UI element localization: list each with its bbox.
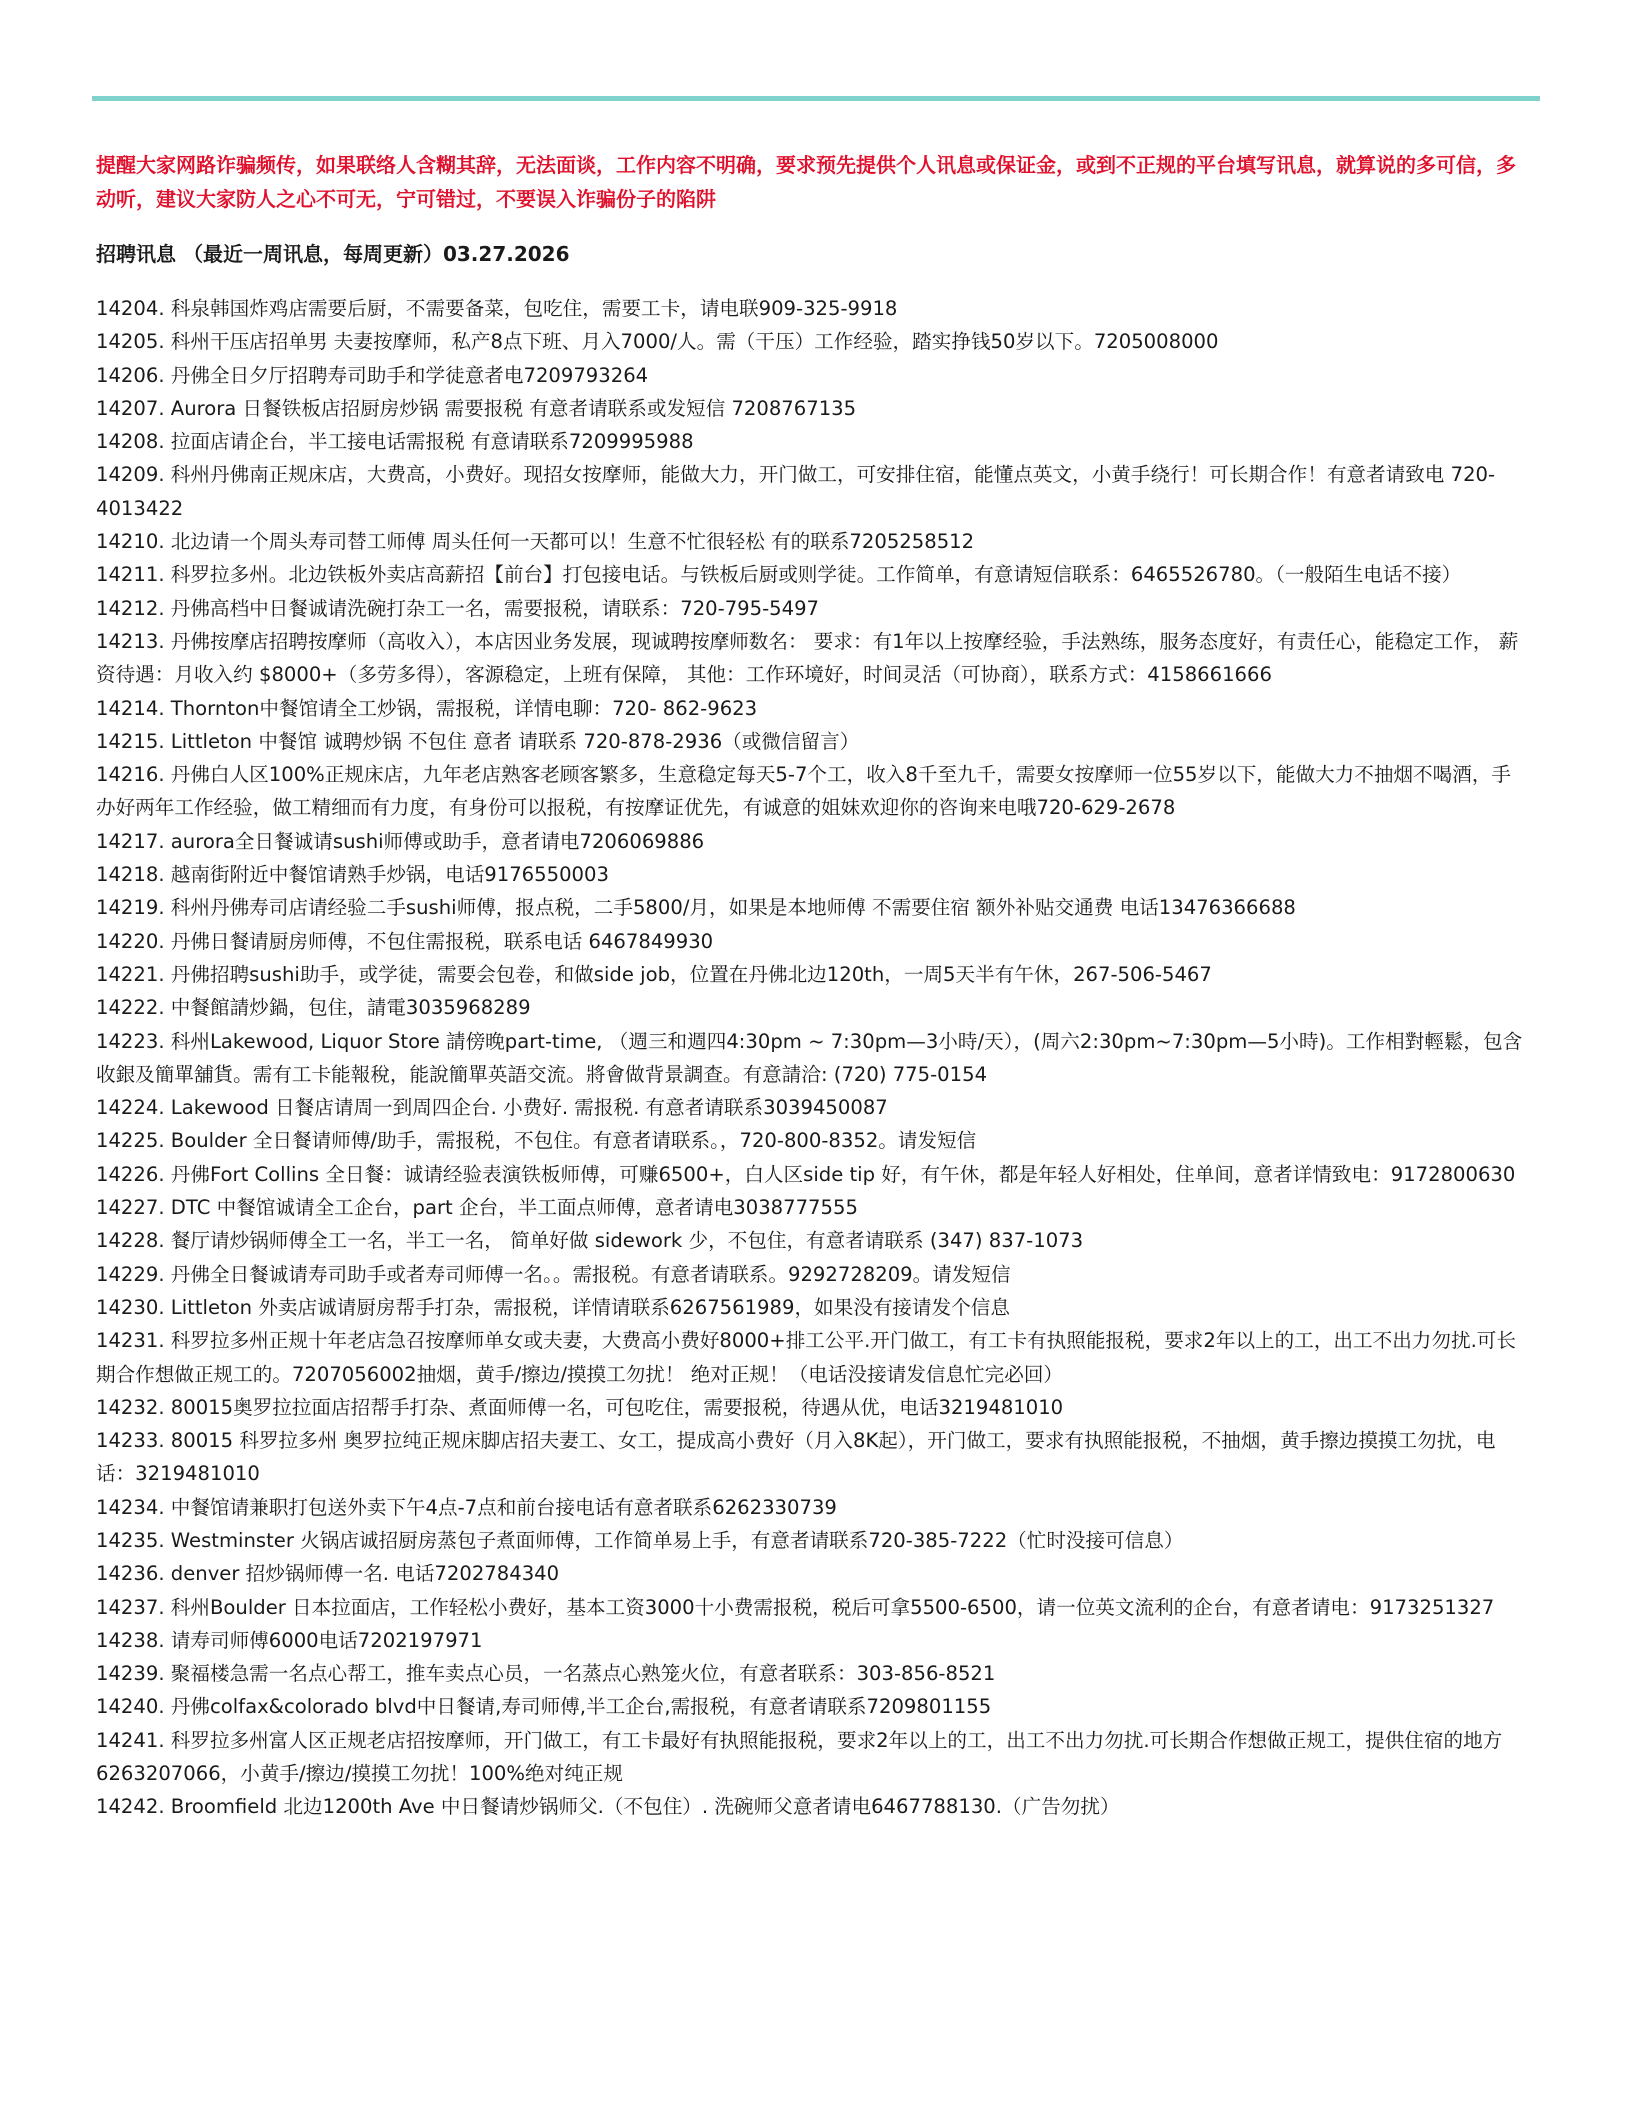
listing-item: 14219. 科州丹佛寿司店请经验二手sushi师傅，报点税，二手5800/月，如果是本地师傅 不需要住宿 额外补贴交通费 电话13476366688: [96, 896, 1296, 920]
listing-item: 14205. 科州干压店招单男 夫妻按摩师，私产8点下班、月入7000/人。需（干压）工作经验，踏实挣钱50岁以下。7205008000: [96, 330, 1219, 354]
listing-item: 14217. aurora全日餐诚请sushi师傅或助手，意者请电7206069886: [96, 829, 705, 853]
listing-item: 14237. 科州Boulder 日本拉面店，工作轻松小费好，基本工资3000十小费需报税，税后可拿5500-6500，请一位英文流利的企台，有意者请电：9173251327: [96, 1595, 1495, 1619]
heading-label: 招聘讯息 （最近一周讯息，每周更新）: [96, 242, 443, 266]
listing-item: 14230. Littleton 外卖店诚请厨房帮手打杂，需报税，详情请联系6267561989，如果没有接请发个信息: [96, 1295, 1010, 1319]
section-heading: [96, 238, 1526, 270]
listing-item: 14232. 80015奥罗拉拉面店招帮手打杂、煮面师傅一名，可包吃住，需要报税，待遇从优，电话3219481010: [96, 1395, 1064, 1419]
listing-item: 14213. 丹佛按摩店招聘按摩师（高收入），本店因业务发展，现诚聘按摩师数名： 要求：有1年以上按摩经验，手法熟练，服务态度好，有责任心，能稳定工作， 薪资待遇：月收入约 $8000+（多劳多得），客源稳定，上班有保障， 其他：工作环境好，时间灵活（可协商），联系方式：4158661666: [96, 629, 1519, 687]
listing-item: 14204. 科泉韩国炸鸡店需要后厨，不需要备菜，包吃住，需要工卡，请电联909-325-9918: [96, 297, 898, 320]
listing-item: 14229. 丹佛全日餐诚请寿司助手或者寿司师傅一名。。需报税。有意者请联系。9292728209。请发短信: [96, 1262, 1011, 1286]
listing-item: 14236. denver 招炒锅师傅一名. 电话7202784340: [96, 1562, 560, 1586]
listing-item: 14211. 科罗拉多州。北边铁板外卖店高薪招【前台】打包接电话。与铁板后厨或则学徒。工作简单，有意请短信联系：6465526780。（一般陌生电话不接）: [96, 563, 1462, 587]
listing-item: 14242. Broomfield 北边1200th Ave 中日餐请炒锅师父.（不包住）. 洗碗师父意者请电6467788130.（广告勿扰）: [96, 1795, 1120, 1819]
listing-item: 14225. Boulder 全日餐请师傅/助手，需报税，不包住。有意者请联系。，720-800-8352。请发短信: [96, 1129, 977, 1153]
listing-item: 14209. 科州丹佛南正规床店，大费高，小费好。现招女按摩师，能做大力，开门做工，可安排住宿，能懂点英文，小黄手绕行！可长期合作！有意者请致电 720-4013422: [96, 463, 1496, 520]
listing-item: 14218. 越南街附近中餐馆请熟手炒锅，电话9176550003: [96, 863, 609, 887]
top-divider: [92, 96, 1540, 101]
listing-item: 14238. 请寿司师傅6000电话7202197971: [96, 1628, 483, 1652]
listing-item: 14224. Lakewood 日餐店请周一到周四企台. 小费好. 需报税. 有意者请联系3039450087: [96, 1096, 888, 1120]
fraud-warning: 提醒大家网路诈骗频传，如果联络人含糊其辞，无法面谈，工作内容不明确，要求预先提供个人讯息或保证金，或到不正规的平台填写讯息，就算说的多可信，多动听，建议大家防人之心不可无，宁可错过，不要误入诈骗份子的陷阱: [96, 153, 1516, 211]
listing-item: 14216. 丹佛白人区100%正规床店，九年老店熟客老顾客繁多，生意稳定每天5-7个工，收入8千至九千，需要女按摩师一位55岁以下，能做大力不抽烟不喝酒，手办好两年工作经验，做工精细而有力度，有身份可以报税，有按摩证优先，有诚意的姐妹欢迎你的咨询来电哦720-629-2678: [96, 763, 1512, 820]
listing-item: 14227. DTC 中餐馆诚请全工企台，part 企台，半工面点师傅，意者请电3038777555: [96, 1196, 858, 1220]
listing-item: 14241. 科罗拉多州富人区正规老店招按摩师，开门做工，有工卡最好有执照能报税，要求2年以上的工，出工不出力勿扰.可长期合作想做正规工，提供住宿的地方6263207066，小黄手/擦边/摸摸工勿扰！100%绝对纯正规: [96, 1728, 1503, 1786]
listing-item: 14235. Westminster 火锅店诚招厨房蒸包子煮面师傅，工作简单易上手，有意者请联系720-385-7222（忙时没接可信息）: [96, 1528, 1184, 1552]
listing-item: 14207. Aurora 日餐铁板店招厨房炒锅 需要报税 有意者请联系或发短信 7208767135: [96, 396, 857, 420]
listing-item: 14234. 中餐馆请兼职打包送外卖下午4点-7点和前台接电话有意者联系6262330739: [96, 1495, 837, 1519]
listing-item: 14215. Littleton 中餐馆 诚聘炒锅 不包住 意者 请联系 720-878-2936（或微信留言）: [96, 729, 860, 753]
listing-item: 14233. 80015 科罗拉多州 奥罗拉纯正规床脚店招夫妻工、女工，提成高小费好（月入8K起），开门做工，要求有执照能报税，不抽烟，黄手擦边摸摸工勿扰，电话：3219481010: [96, 1429, 1496, 1486]
listing-item: 14210. 北边请一个周头寿司替工师傅 周头任何一天都可以！生意不忙很轻松 有的联系7205258512: [96, 530, 975, 554]
listing-item: 14222. 中餐館請炒鍋，包住，請電3035968289: [96, 996, 531, 1020]
listing-item: 14228. 餐厅请炒锅师傅全工一名，半工一名， 简单好做 sidework 少，不包住，有意者请联系 (347) 837-1073: [96, 1229, 1084, 1253]
listing-item: 14226. 丹佛Fort Collins 全日餐：诚请经验表演铁板师傅，可赚6500+，白人区side tip 好，有午休，都是年轻人好相处，住单间，意者详情致电：9172800630: [96, 1162, 1516, 1186]
listing-item: 14221. 丹佛招聘sushi助手，或学徒，需要会包卷，和做side job，位置在丹佛北边120th，一周5天半有午休，267-506-5467: [96, 962, 1212, 986]
listing-item: 14214. Thornton中餐馆请全工炒锅，需报税，详情电聊：720- 862-9623: [96, 696, 758, 720]
listing-item: 14220. 丹佛日餐请厨房师傅，不包住需报税，联系电话 6467849930: [96, 929, 714, 953]
listing-item: 14239. 聚福楼急需一名点心帮工，推车卖点心员，一名蒸点心熟笼火位，有意者联系：303-856-8521: [96, 1662, 996, 1686]
listing-item: 14212. 丹佛高档中日餐诚请洗碗打杂工一名，需要报税，请联系：720-795-5497: [96, 596, 820, 620]
heading-date: 03.27.2026: [442, 242, 570, 266]
listing-item: 14240. 丹佛colfax&colorado blvd中日餐请,寿司师傅,半工企台,需报税，有意者请联系7209801155: [96, 1695, 992, 1719]
listing-item: 14206. 丹佛全日夕厅招聘寿司助手和学徒意者电7209793264: [96, 363, 649, 387]
listing-item: 14231. 科罗拉多州正规十年老店急召按摩师单女或夫妻，大费高小费好8000+排工公平.开门做工，有工卡有执照能报税，要求2年以上的工，出工不出力勿扰.可长期合作想做正规工的。7207056002抽烟，黄手/擦边/摸摸工勿扰！ 绝对正规！（电话没接请发信息忙完必回）: [96, 1329, 1516, 1386]
listing-item: 14223. 科州Lakewood, Liquor Store 請傍晚part-time, （週三和週四4:30pm ~ 7:30pm—3小時/天），(周六2:30pm~7:30pm—5小時)。工作相對輕鬆，包含收銀及簡單舖貨。需有工卡能報稅，能說簡單英語交流。將會做背景調查。有意請洽: (720) 775-0154: [96, 1029, 1523, 1086]
listing-item: 14208. 拉面店请企台，半工接电话需报税 有意请联系7209995988: [96, 430, 694, 454]
job-listings: [96, 292, 1526, 1824]
